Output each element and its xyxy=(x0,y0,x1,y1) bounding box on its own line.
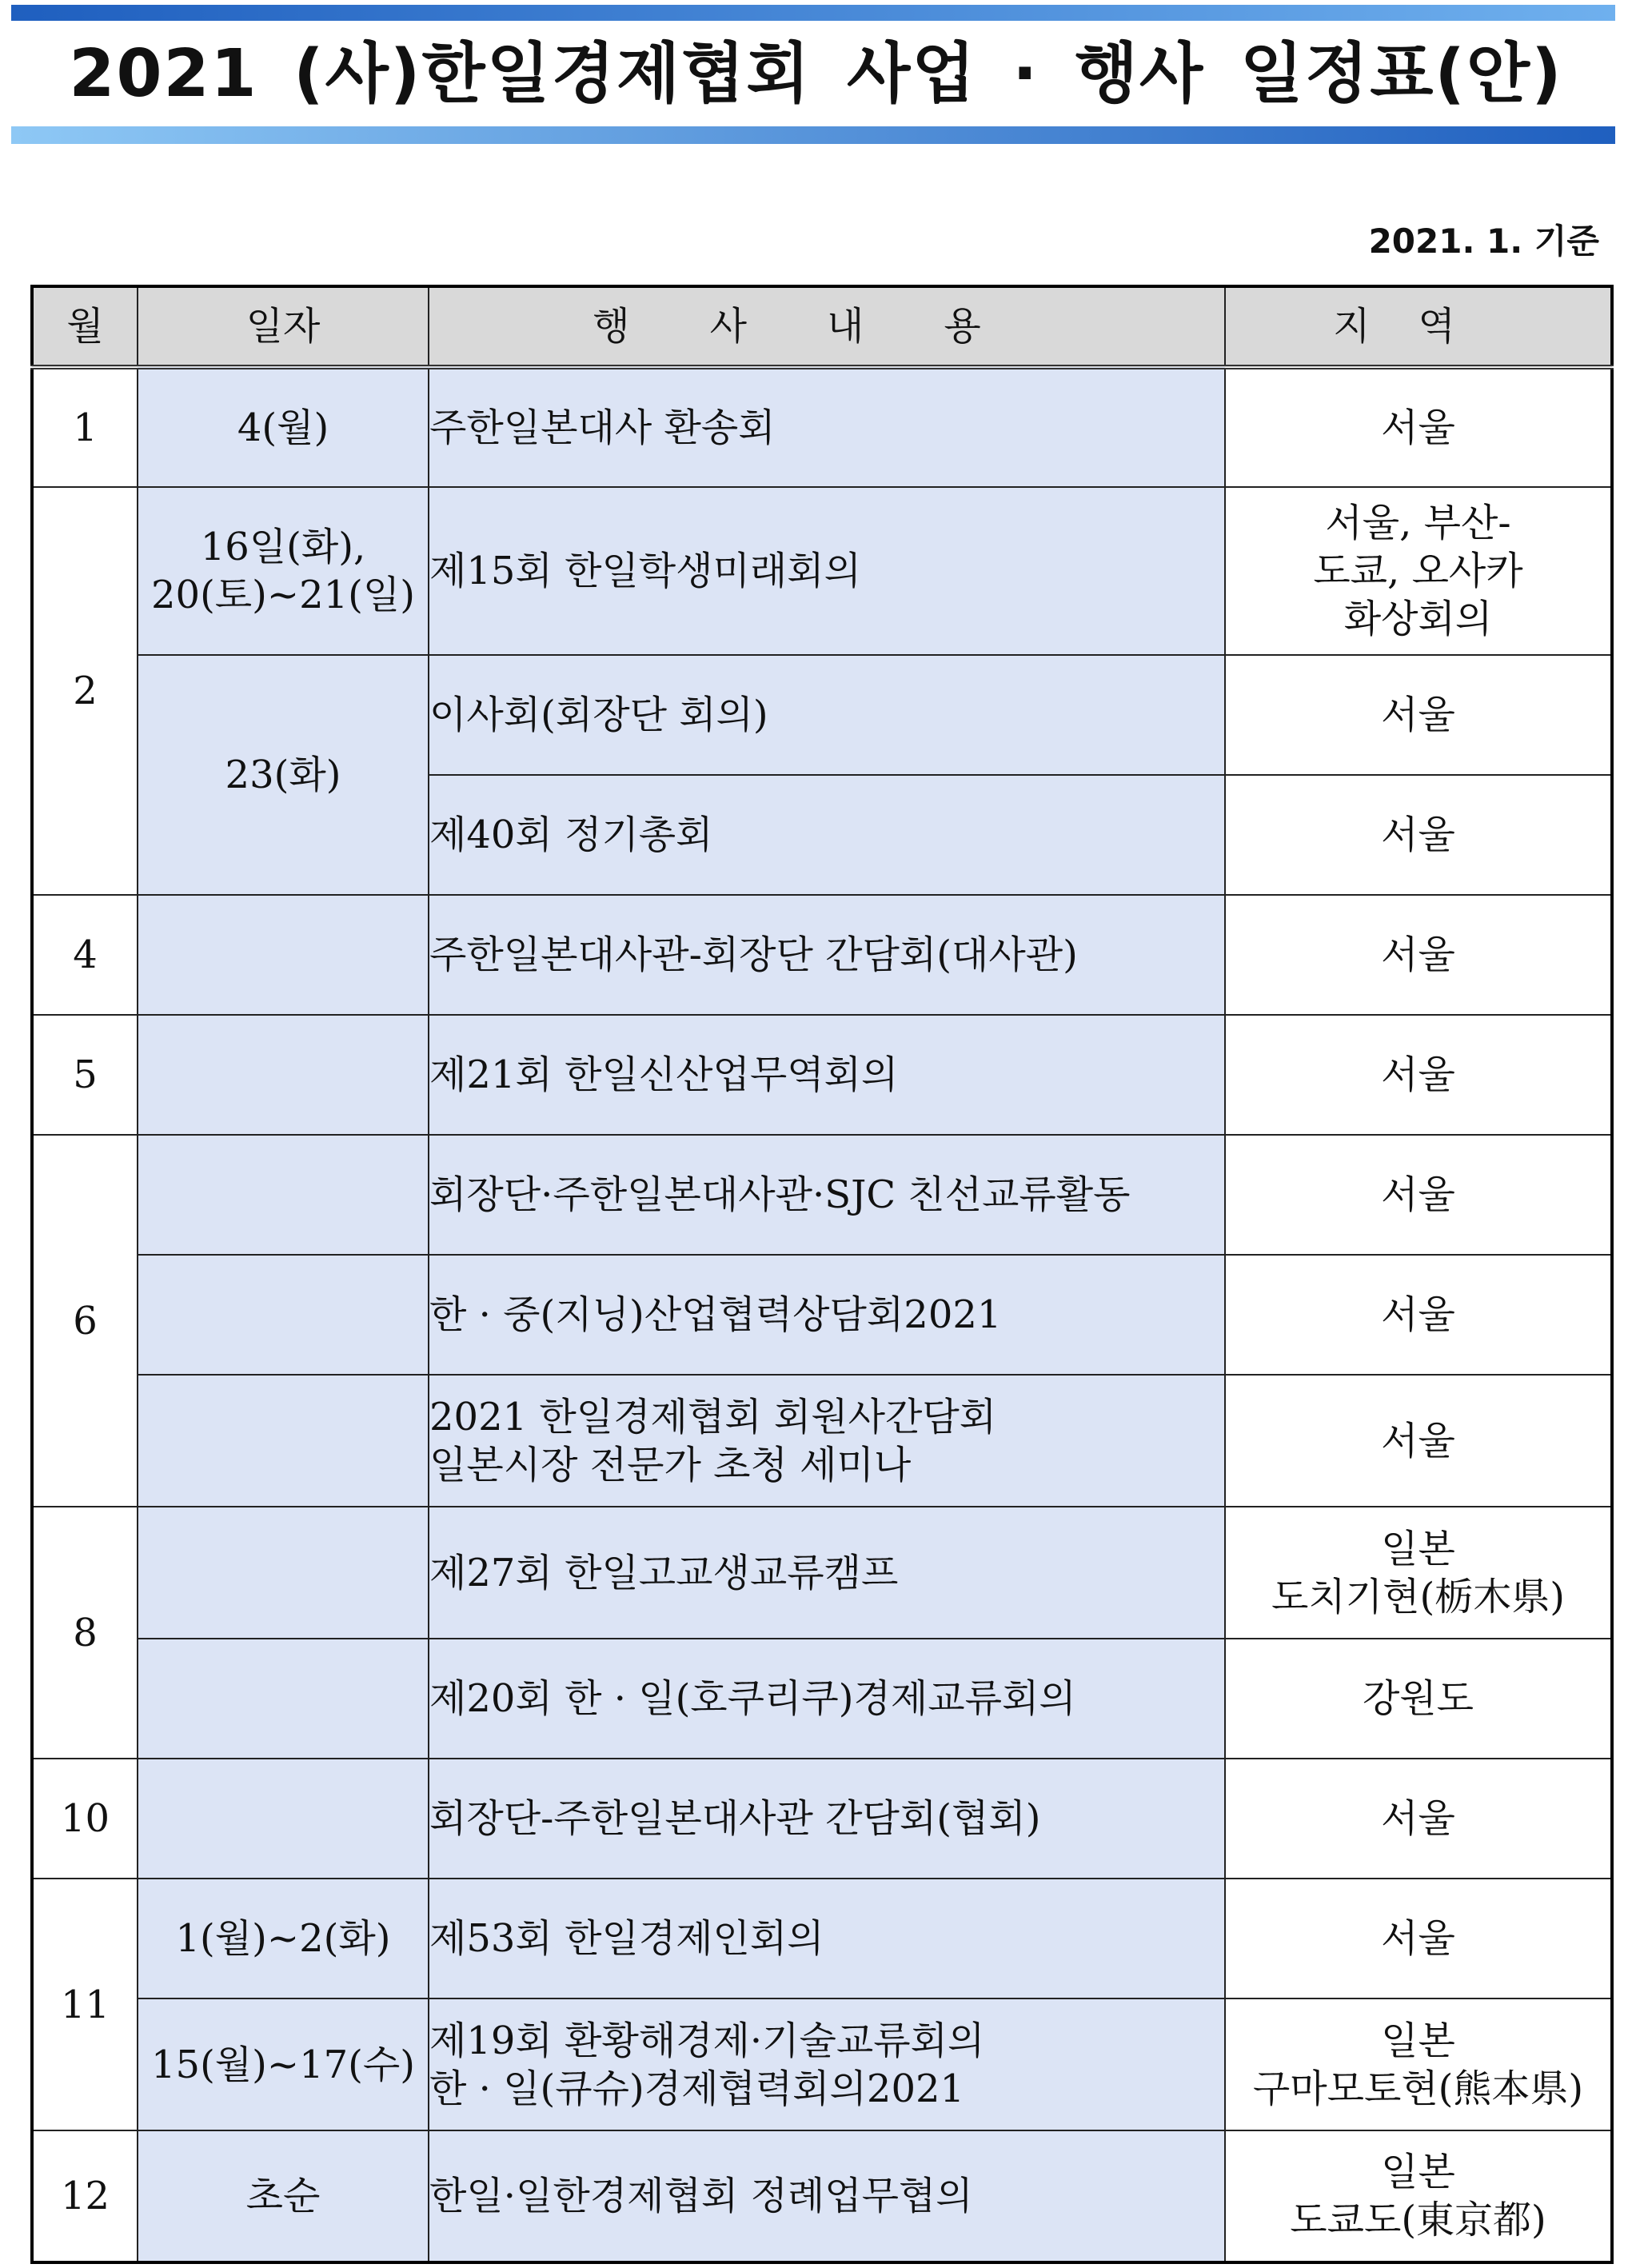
header-event: 행사내용 xyxy=(429,286,1225,367)
region-cell: 서울 xyxy=(1225,895,1612,1015)
title-top-rule xyxy=(11,5,1615,21)
event-cell: 제40회 정기총회 xyxy=(429,775,1225,895)
event-cell: 회장단·주한일본대사관·SJC 친선교류활동 xyxy=(429,1135,1225,1255)
date-cell xyxy=(138,1375,429,1507)
region-cell: 서울 xyxy=(1225,367,1612,487)
region-cell: 서울 xyxy=(1225,775,1612,895)
region-cell: 일본 구마모토현(熊本県) xyxy=(1225,1998,1612,2130)
event-cell: 제19회 환황해경제·기술교류회의 한 · 일(큐슈)경제협력회의2021 xyxy=(429,1998,1225,2130)
date-cell xyxy=(138,1507,429,1639)
date-cell: 4(월) xyxy=(138,367,429,487)
table-row xyxy=(32,1998,1612,2130)
region-cell: 서울 xyxy=(1225,655,1612,775)
event-cell: 제53회 한일경제인회의 xyxy=(429,1879,1225,1998)
table-row xyxy=(32,1015,1612,1135)
event-cell: 주한일본대사 환송회 xyxy=(429,367,1225,487)
event-cell: 이사회(회장단 회의) xyxy=(429,655,1225,775)
month-cell: 2 xyxy=(32,487,138,895)
table-row xyxy=(32,1375,1612,1507)
region-cell: 서울, 부산- 도쿄, 오사카 화상회의 xyxy=(1225,487,1612,655)
table-row xyxy=(32,1255,1612,1375)
date-cell xyxy=(138,1759,429,1879)
header-date: 일자 xyxy=(138,286,429,367)
table-row xyxy=(32,895,1612,1015)
table-row xyxy=(32,2130,1612,2262)
event-cell: 제20회 한 · 일(호쿠리쿠)경제교류회의 xyxy=(429,1639,1225,1759)
region-cell: 서울 xyxy=(1225,1879,1612,1998)
date-cell xyxy=(138,1135,429,1255)
table-row xyxy=(32,655,1612,775)
month-cell: 12 xyxy=(32,2130,138,2262)
event-cell: 2021 한일경제협회 회원사간담회 일본시장 전문가 초청 세미나 xyxy=(429,1375,1225,1507)
event-cell: 제15회 한일학생미래회의 xyxy=(429,487,1225,655)
title-bottom-rule xyxy=(11,126,1615,144)
date-cell xyxy=(138,1639,429,1759)
header-region: 지역 xyxy=(1225,286,1612,367)
region-cell: 서울 xyxy=(1225,1375,1612,1507)
header-month: 월 xyxy=(32,286,138,367)
table-row xyxy=(32,1135,1612,1255)
date-cell xyxy=(138,895,429,1015)
date-cell: 1(월)~2(화) xyxy=(138,1879,429,1998)
table-row xyxy=(32,1507,1612,1639)
date-cell: 15(월)~17(수) xyxy=(138,1998,429,2130)
table-row xyxy=(32,487,1612,655)
page-title: 2021 (사)한일경제협회 사업 · 행사 일정표(안) xyxy=(69,36,1563,112)
event-cell: 주한일본대사관-회장단 간담회(대사관) xyxy=(429,895,1225,1015)
month-cell: 6 xyxy=(32,1135,138,1507)
event-cell: 제21회 한일신산업무역회의 xyxy=(429,1015,1225,1135)
date-cell xyxy=(138,1015,429,1135)
region-cell: 서울 xyxy=(1225,1135,1612,1255)
table-row xyxy=(32,1759,1612,1879)
month-cell: 4 xyxy=(32,895,138,1015)
region-cell: 강원도 xyxy=(1225,1639,1612,1759)
event-cell: 한일·일한경제협회 정례업무협의 xyxy=(429,2130,1225,2262)
region-cell: 일본 도쿄도(東京都) xyxy=(1225,2130,1612,2262)
date-cell: 23(화) xyxy=(138,655,429,895)
header-row xyxy=(32,286,1612,367)
date-cell: 16일(화), 20(토)~21(일) xyxy=(138,487,429,655)
event-cell: 제27회 한일고교생교류캠프 xyxy=(429,1507,1225,1639)
date-cell: 초순 xyxy=(138,2130,429,2262)
region-cell: 서울 xyxy=(1225,1759,1612,1879)
month-cell: 8 xyxy=(32,1507,138,1759)
month-cell: 1 xyxy=(32,367,138,487)
month-cell: 10 xyxy=(32,1759,138,1879)
region-cell: 서울 xyxy=(1225,1255,1612,1375)
table-row xyxy=(32,1639,1612,1759)
table-row xyxy=(32,367,1612,487)
month-cell: 11 xyxy=(32,1879,138,2130)
month-cell: 5 xyxy=(32,1015,138,1135)
table-row xyxy=(32,1879,1612,1998)
region-cell: 서울 xyxy=(1225,1015,1612,1135)
region-cell: 일본 도치기현(栃木県) xyxy=(1225,1507,1612,1639)
basis-date: 2021. 1. 기준 xyxy=(1368,222,1599,261)
event-cell: 한 · 중(지닝)산업협력상담회2021 xyxy=(429,1255,1225,1375)
date-cell xyxy=(138,1255,429,1375)
schedule-table xyxy=(30,285,1614,2264)
event-cell: 회장단-주한일본대사관 간담회(협회) xyxy=(429,1759,1225,1879)
